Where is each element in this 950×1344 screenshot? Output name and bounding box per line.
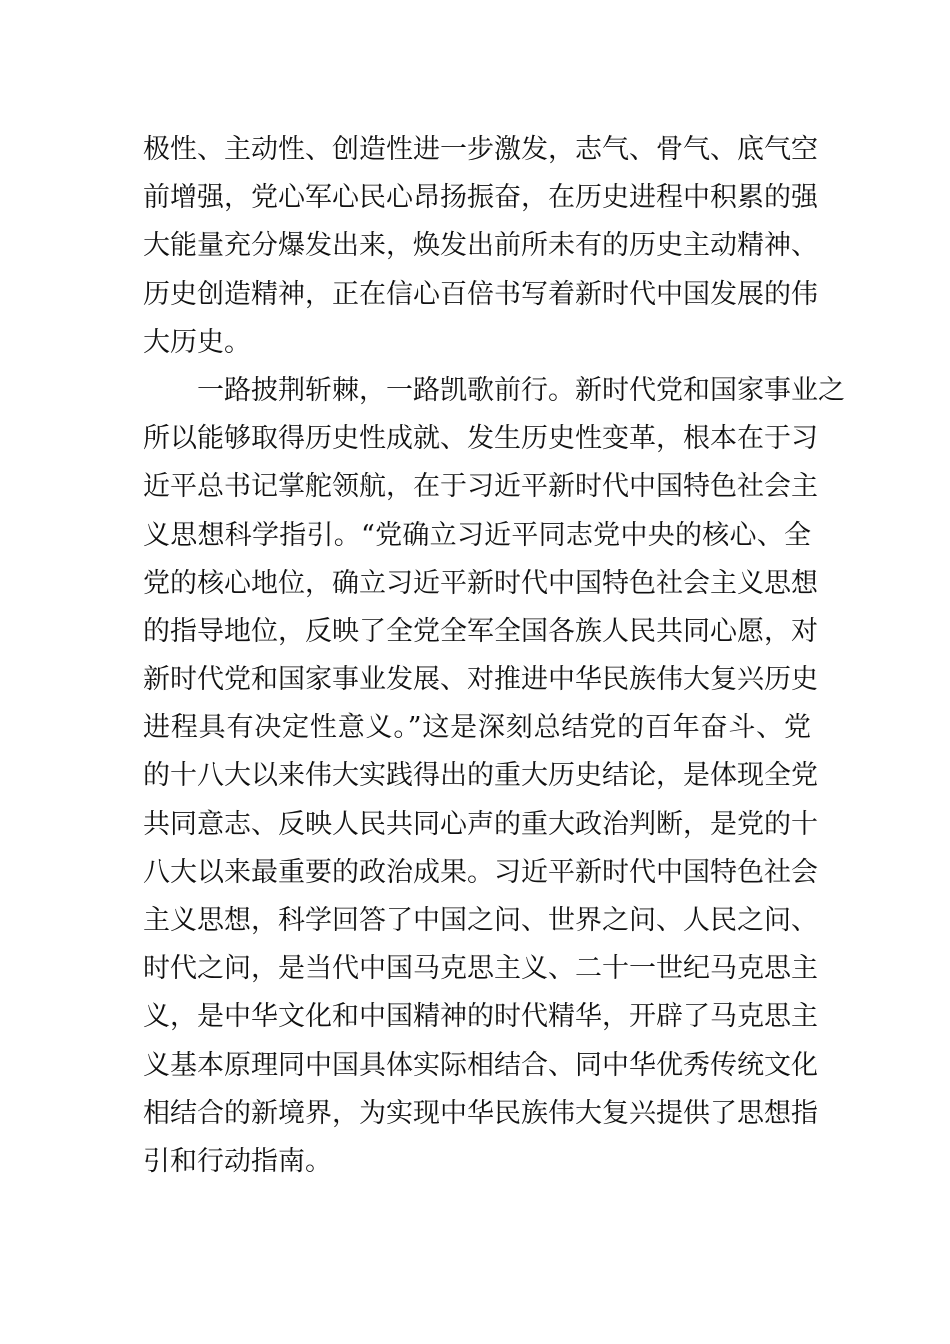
text-line: 一路披荆斩棘，一路凯歌前行。新时代党和国家事业之 bbox=[197, 374, 845, 406]
text-line: 党的核心地位，确立习近平新时代中国特色社会主义思想 bbox=[143, 567, 818, 599]
text-line: 新时代党和国家事业发展、对推进中华民族伟大复兴历史 bbox=[143, 664, 818, 696]
text-line: 时代之问，是当代中国马克思主义、二十一世纪马克思主 bbox=[143, 953, 818, 985]
paragraph-2 bbox=[143, 367, 845, 1186]
text-line: 近平总书记掌舵领航，在于习近平新时代中国特色社会主 bbox=[143, 471, 818, 503]
text-line: 的指导地位，反映了全党全军全国各族人民共同心愿，对 bbox=[143, 615, 818, 647]
body-text bbox=[143, 126, 845, 1186]
text-line: 主义思想，科学回答了中国之问、世界之问、人民之问、 bbox=[143, 905, 818, 936]
text-line: 所以能够取得历史性成就、发生历史性变革，根本在于习 bbox=[143, 423, 818, 455]
text-line: 前增强，党心军心民心昂扬振奋，在历史进程中积累的强 bbox=[143, 182, 818, 214]
text-line: 共同意志、反映人民共同心声的重大政治判断，是党的十 bbox=[143, 808, 818, 840]
text-line: 义思想科学指引。“党确立习近平同志党中央的核心、全 bbox=[143, 519, 811, 551]
text-line: 义基本原理同中国具体实际相结合、同中华优秀传统文化 bbox=[143, 1049, 818, 1081]
text-line: 的十八大以来伟大实践得出的重大历史结论，是体现全党 bbox=[143, 760, 818, 792]
text-line: 历史创造精神，正在信心百倍书写着新时代中国发展的伟 bbox=[143, 278, 818, 310]
text-line: 义，是中华文化和中国精神的时代精华，开辟了马克思主 bbox=[143, 1001, 818, 1033]
text-line: 极性、主动性、创造性进一步激发，志气、骨气、底气空 bbox=[143, 134, 818, 165]
text-line: 引和行动指南。 bbox=[143, 1145, 332, 1177]
text-line: 进程具有决定性意义。”这是深刻总结党的百年奋斗、党 bbox=[143, 712, 811, 744]
text-line: 大能量充分爆发出来，焕发出前所未有的历史主动精神、 bbox=[143, 230, 818, 262]
paragraph-1 bbox=[143, 126, 818, 367]
text-line: 八大以来最重要的政治成果。习近平新时代中国特色社会 bbox=[143, 856, 818, 888]
text-line: 相结合的新境界，为实现中华民族伟大复兴提供了思想指 bbox=[143, 1097, 818, 1129]
text-line: 大历史。 bbox=[143, 326, 251, 358]
